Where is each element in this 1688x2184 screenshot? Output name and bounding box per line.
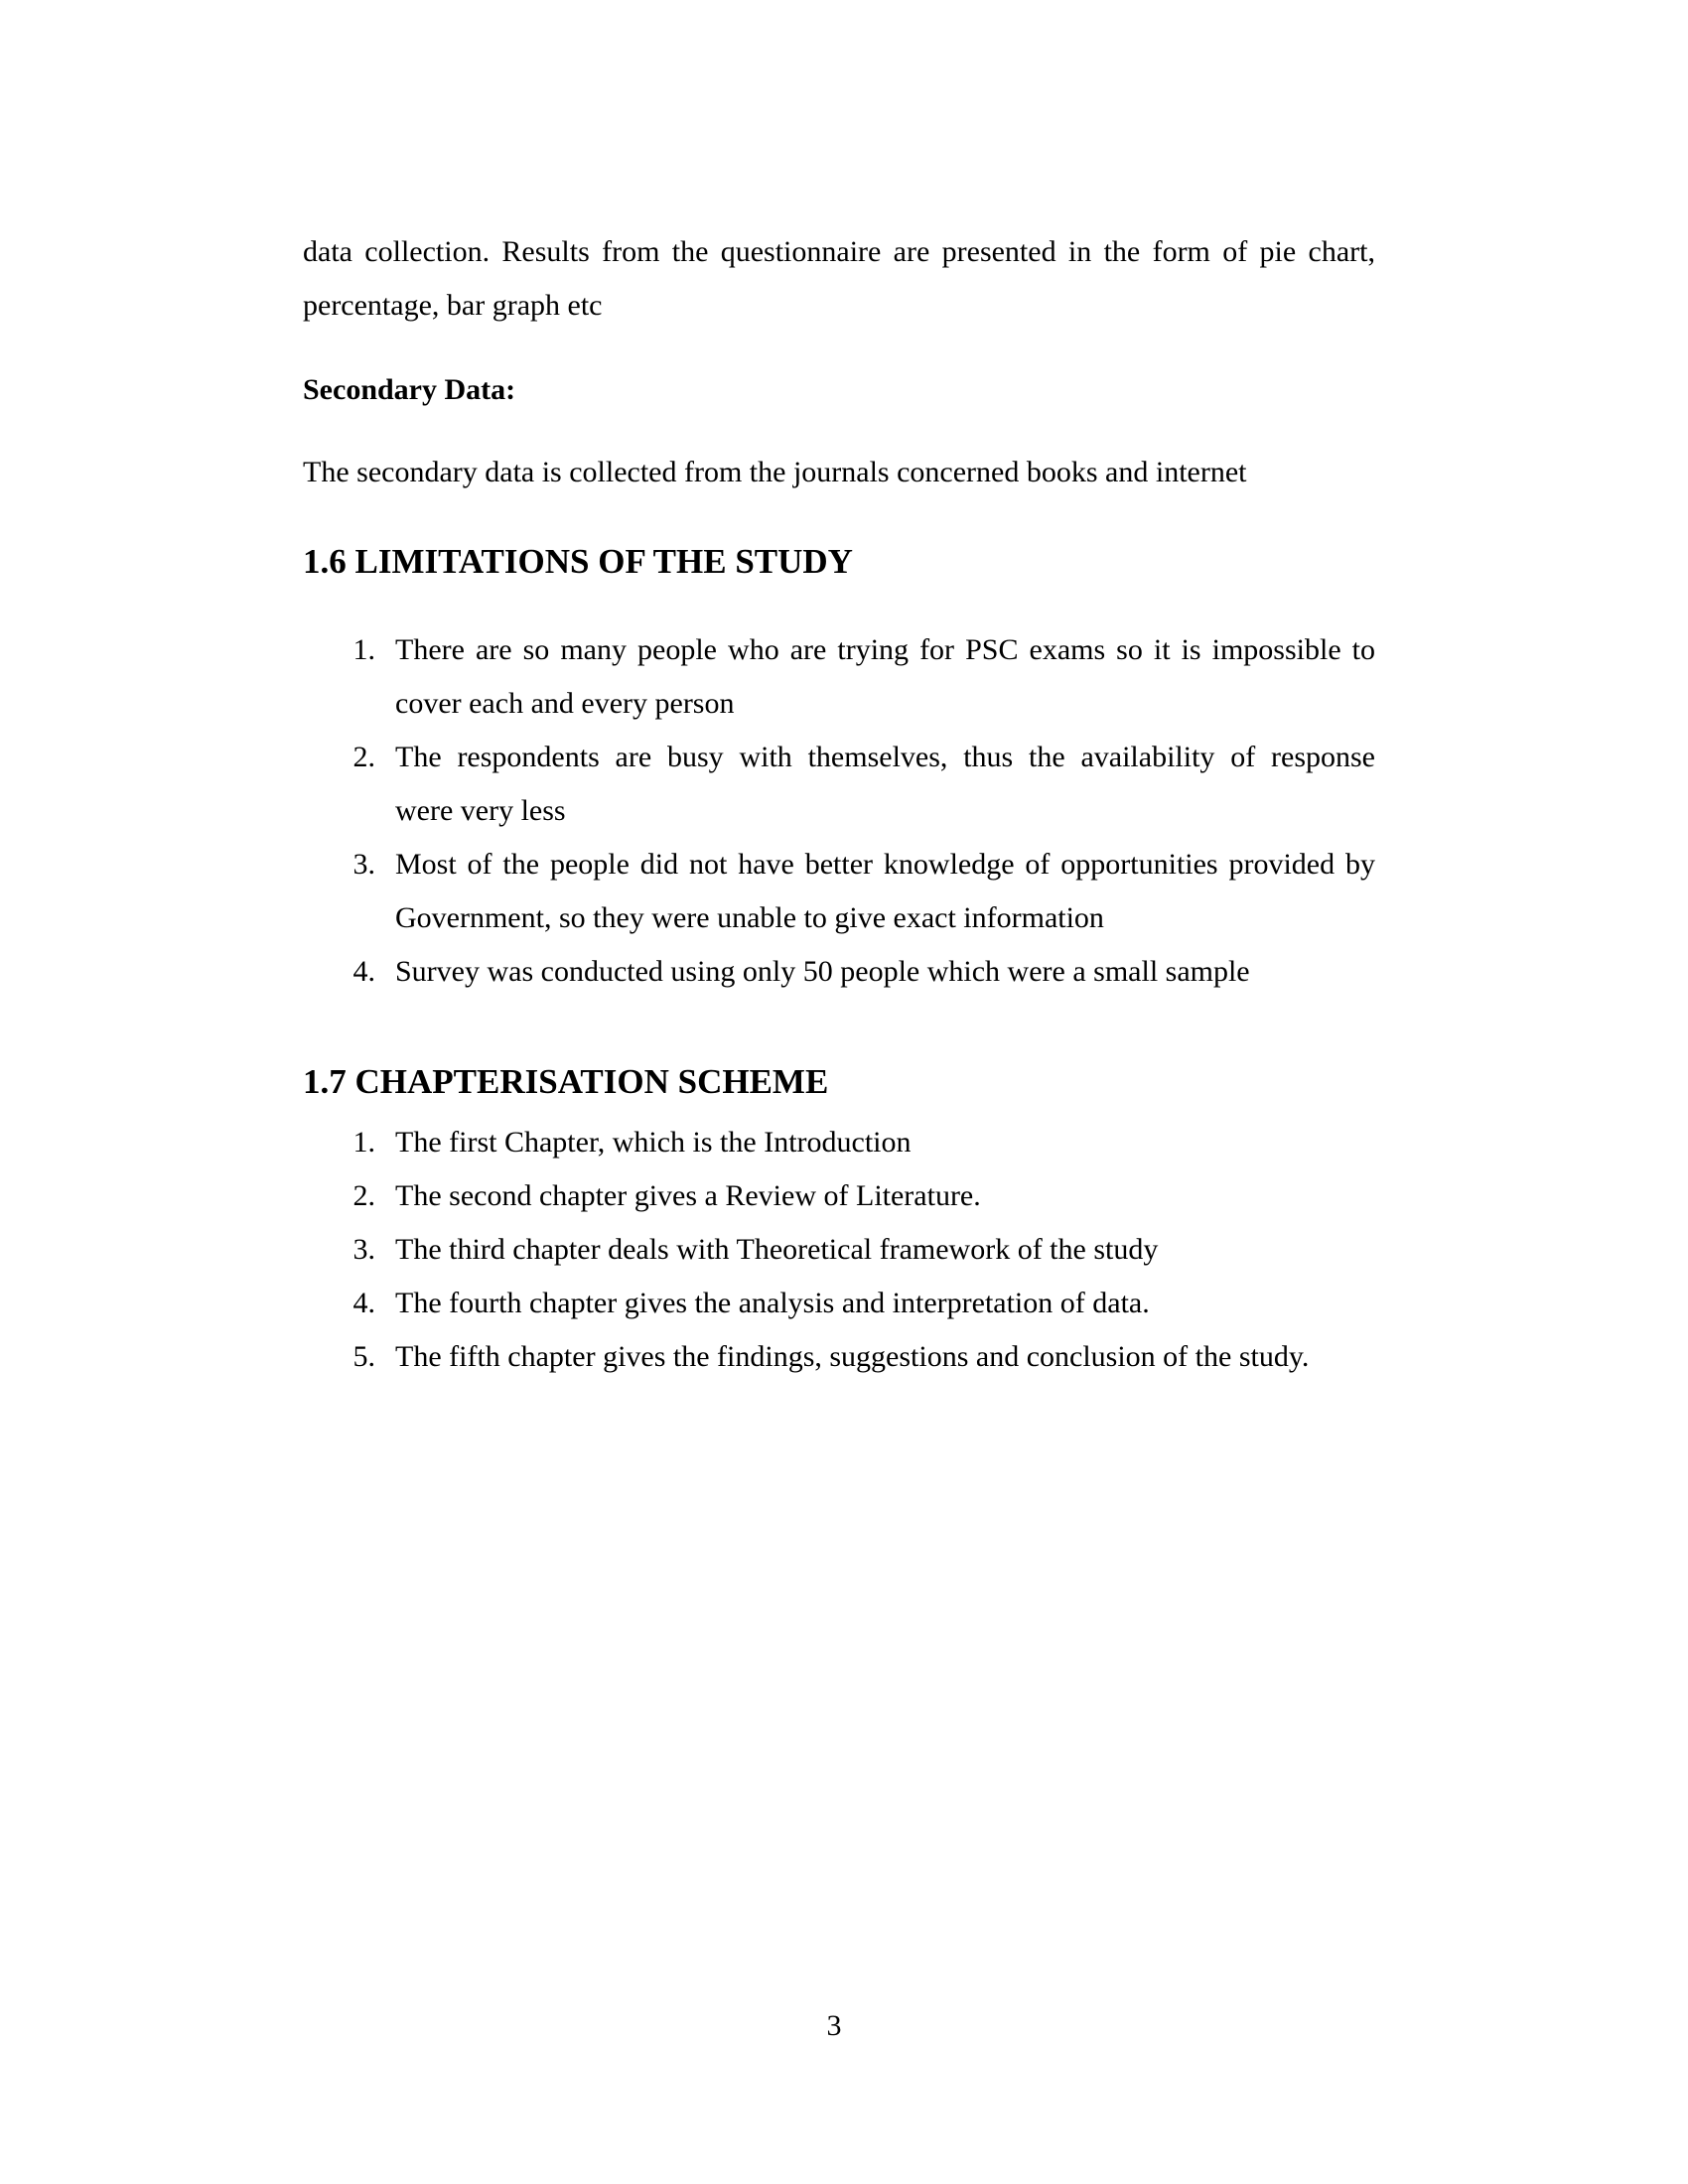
chapter-item-4: The fourth chapter gives the analysis and interpretation of data. (395, 1287, 1150, 1319)
intro-line-1: data collection. Results from the questionnaire are presented in the form of pie chart, (303, 235, 1375, 268)
chapter-item-5: The fifth chapter gives the findings, suggestions and conclusion of the study. (395, 1340, 1310, 1373)
limitation-3-line-1: Most of the people did not have better knowledge of opportunities provided by (395, 848, 1375, 881)
chapter-item-1: The first Chapter, which is the Introduction (395, 1126, 912, 1159)
chapter-number-1: 1. (352, 1126, 375, 1159)
limitation-3-line-2: Government, so they were unable to give exact information (395, 901, 1104, 934)
limitation-number-1: 1. (352, 633, 375, 666)
chapter-number-2: 2. (352, 1179, 375, 1212)
intro-line-2: percentage, bar graph etc (303, 289, 603, 322)
limitation-number-2: 2. (352, 741, 375, 773)
chapter-number-4: 4. (352, 1287, 375, 1319)
chapterisation-heading: 1.7 CHAPTERISATION SCHEME (303, 1062, 829, 1101)
limitation-2-line-1: The respondents are busy with themselves, thus the availability of response (395, 741, 1375, 773)
limitation-4-line-1: Survey was conducted using only 50 people which were a small sample (395, 955, 1250, 988)
limitation-number-4: 4. (352, 955, 375, 988)
limitation-1-line-2: cover each and every person (395, 687, 735, 720)
secondary-data-text: The secondary data is collected from the journals concerned books and internet (303, 456, 1247, 488)
secondary-data-heading: Secondary Data: (303, 373, 516, 406)
limitation-number-3: 3. (352, 848, 375, 881)
limitation-2-line-2: were very less (395, 794, 566, 827)
limitation-1-line-1: There are so many people who are trying for PSC exams so it is impossible to (395, 633, 1375, 666)
chapter-item-2: The second chapter gives a Review of Literature. (395, 1179, 981, 1212)
chapter-number-3: 3. (352, 1233, 375, 1266)
chapter-item-3: The third chapter deals with Theoretical framework of the study (395, 1233, 1159, 1266)
chapter-number-5: 5. (352, 1340, 375, 1373)
limitations-heading: 1.6 LIMITATIONS OF THE STUDY (303, 542, 853, 581)
page-number: 3 (826, 2009, 842, 2042)
